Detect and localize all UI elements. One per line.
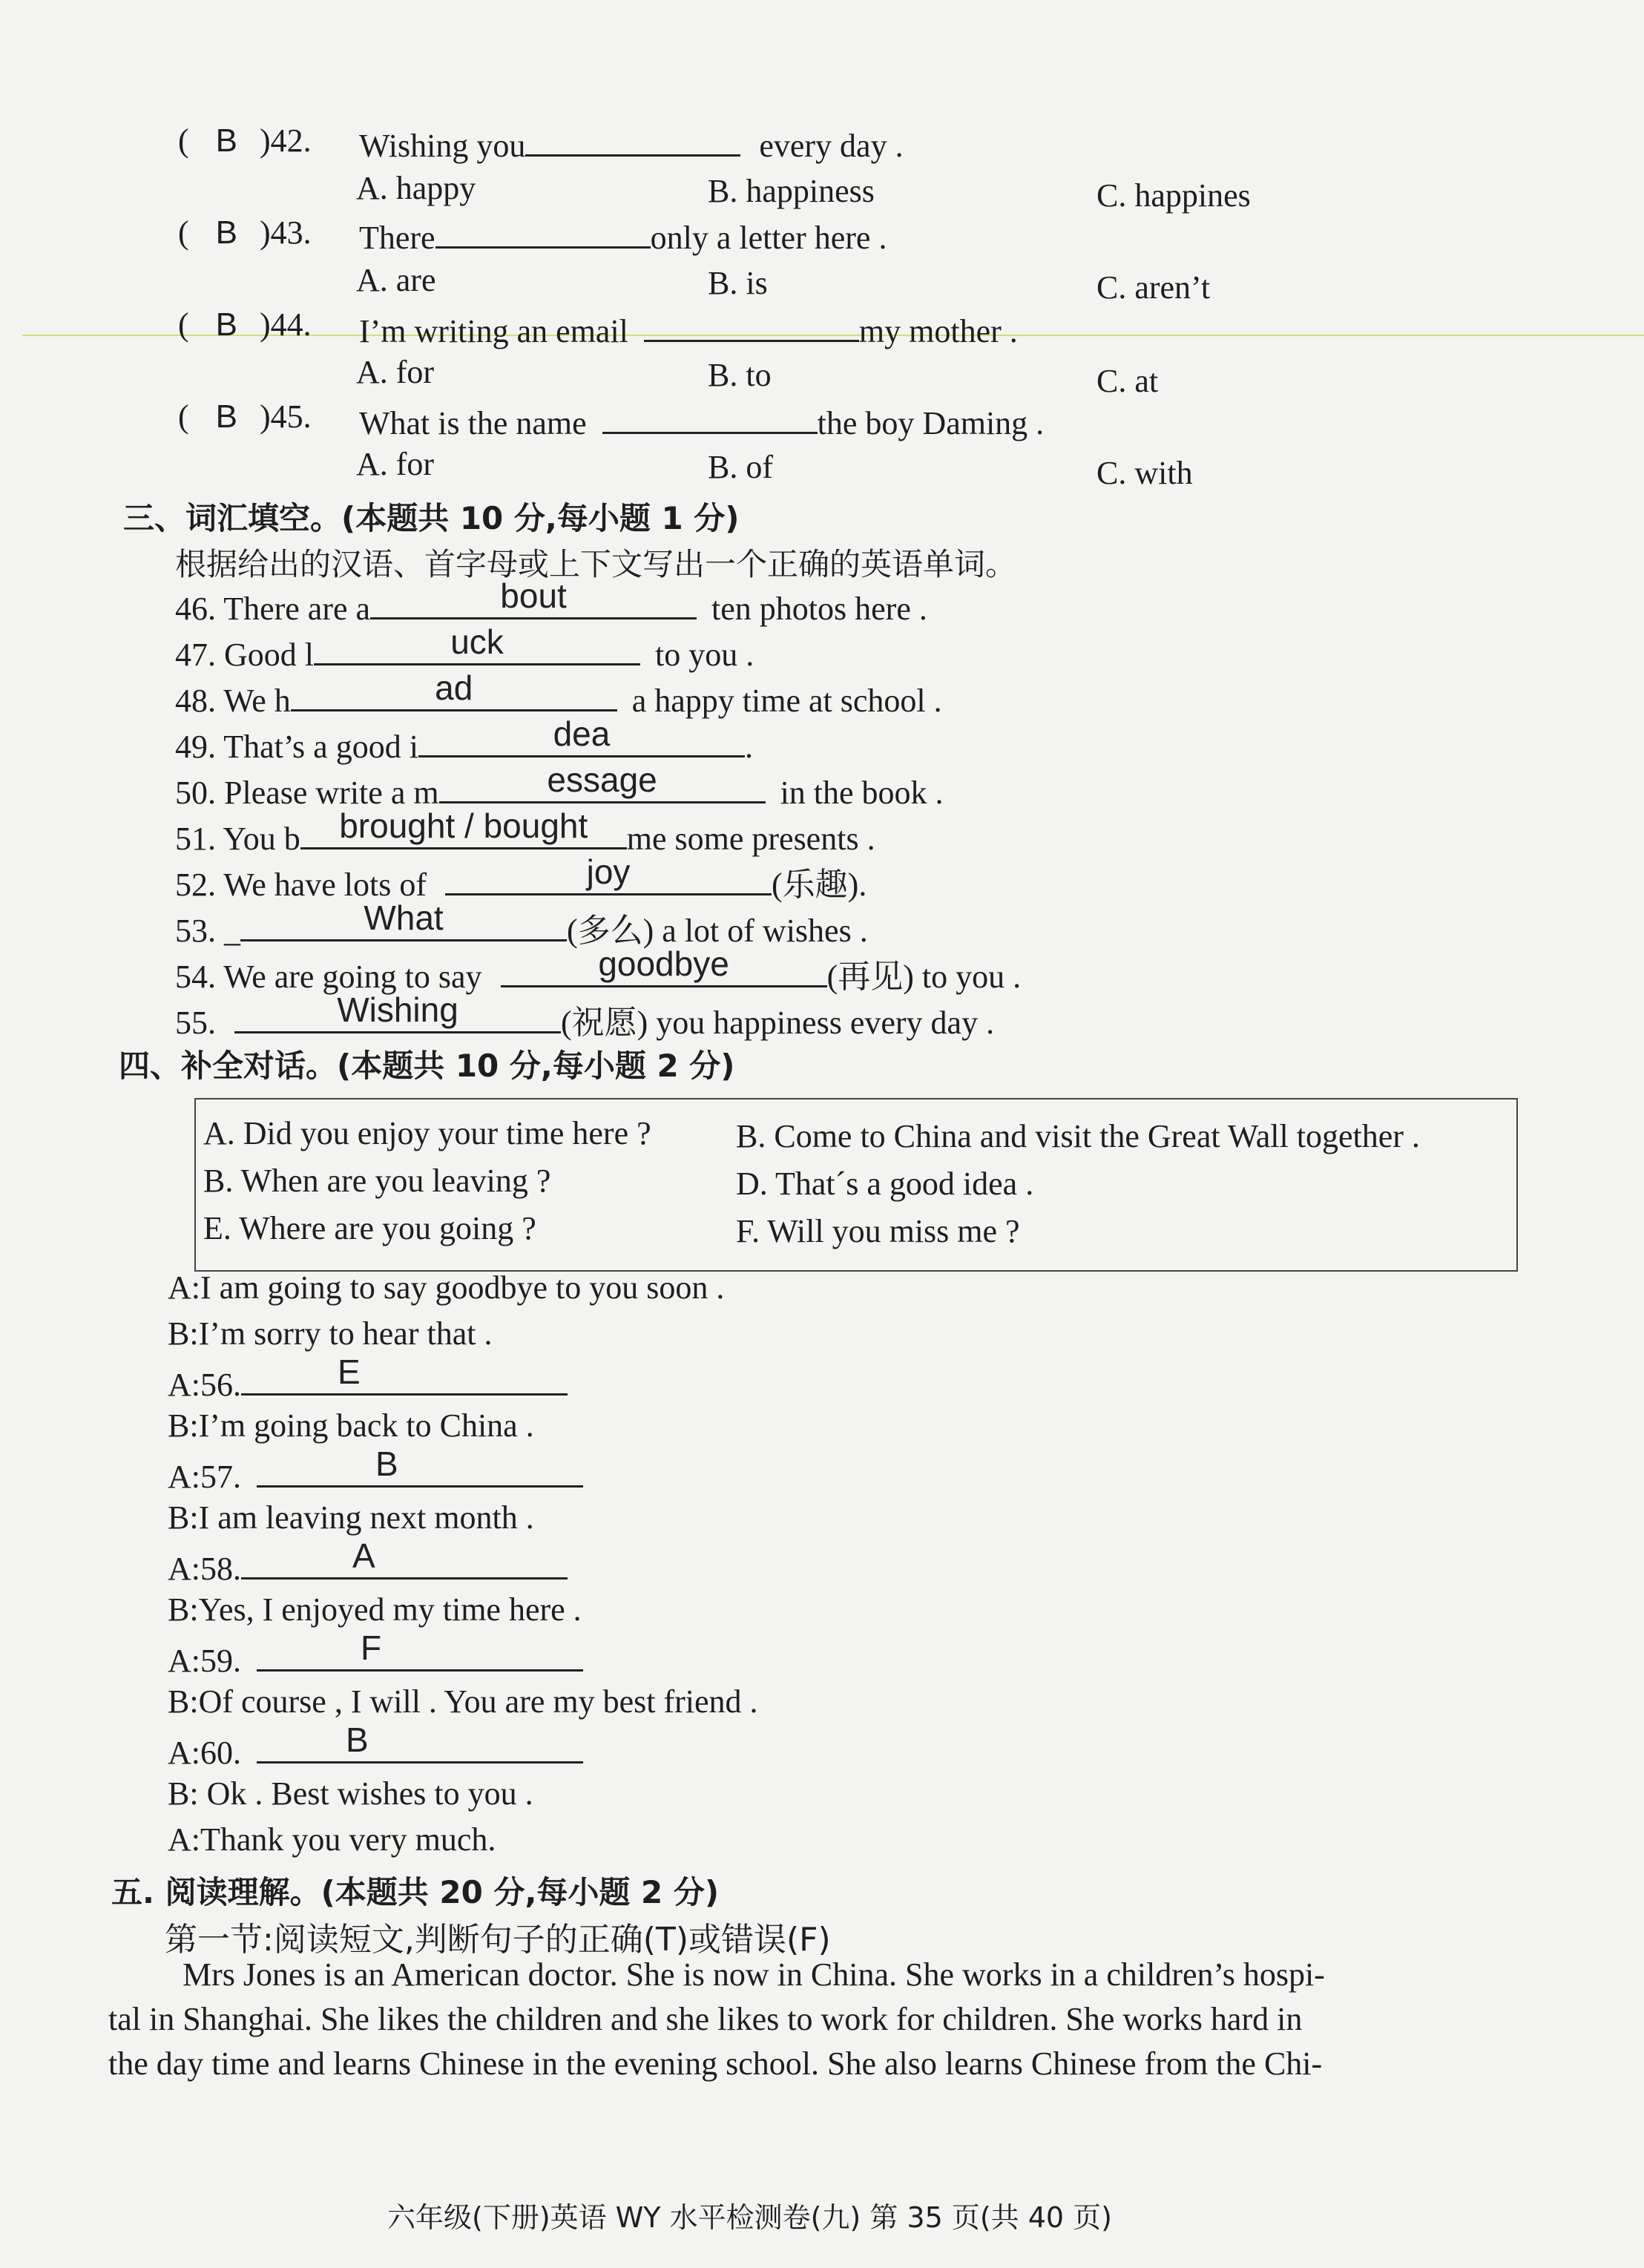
option-text: B. When are you leaving ?	[203, 1163, 551, 1199]
option-c: C. aren’t	[1096, 269, 1211, 306]
question-stem: There only a letter here .	[359, 217, 887, 254]
vocab-answer: essage	[547, 760, 657, 799]
vocab-answer: dea	[553, 714, 611, 753]
option-c: C. happines	[1096, 177, 1251, 214]
vocab-item-46: 46. There are a bout ten photos here .	[175, 576, 927, 627]
vocab-answer: uck	[450, 622, 504, 661]
section5-title: 五. 阅读理解。(本题共 20 分,每小题 2 分)	[111, 1874, 720, 1910]
option-c: C. at	[1096, 363, 1159, 399]
question-stem: Wishing you every day .	[359, 125, 904, 162]
option-text: A. Did you enjoy your time here ?	[203, 1115, 651, 1151]
option-b: B. is	[708, 265, 768, 301]
dialog-answer: E	[338, 1352, 361, 1391]
mc-answer: B	[215, 306, 238, 343]
vocab-item-52: 52. We have lots of joy (乐趣).	[175, 852, 867, 903]
vocab-answer: bout	[500, 576, 567, 615]
vocab-answer: ad	[435, 668, 473, 707]
dialog-line: A:Thank you very much.	[168, 1821, 496, 1858]
vocab-item-51: 51. You b brought / bought me some presents .	[175, 806, 875, 857]
section3-title: 三、词汇填空。(本题共 10 分,每小题 1 分)	[123, 500, 740, 536]
dialog-line: B:Of course , I will . You are my best friend .	[168, 1683, 758, 1720]
vocab-item-54: 54. We are going to say goodbye (再见) to you .	[175, 944, 1022, 995]
dialog-blank-56: A:56. E	[168, 1364, 568, 1401]
option-b: B. of	[708, 449, 773, 485]
dialog-answer: F	[361, 1628, 382, 1667]
section3-instruction: 根据给出的汉语、首字母或上下文写出一个正确的英语单词。	[175, 546, 1017, 582]
vocab-item-48: 48. We h ad a happy time at school .	[175, 668, 942, 719]
dialog-blank-59: A:59. F	[168, 1640, 583, 1677]
dialog-blank-57: A:57. B	[168, 1456, 583, 1493]
option-a: A. for	[356, 446, 435, 482]
reading-line-1: Mrs Jones is an American doctor. She is now in China. She works in a children’s hospi-	[183, 1956, 1325, 1993]
dialog-answer: A	[352, 1536, 375, 1575]
vocab-item-50: 50. Please write a m essage in the book .	[175, 760, 944, 811]
option-c: C. with	[1096, 455, 1193, 491]
section5-subtitle: 第一节:阅读短文,判断句子的正确(T)或错误(F)	[165, 1921, 831, 1959]
options-box	[194, 1098, 1518, 1272]
vocab-item-55: 55. Wishing (祝愿) you happiness every day .	[175, 990, 995, 1041]
dialog-blank-58: A:58. A	[168, 1548, 568, 1585]
question-stem: I’m writing an email my mother .	[359, 310, 1018, 348]
vocab-answer: What	[364, 898, 444, 937]
dialog-blank-60: A:60. B	[168, 1732, 583, 1769]
mc-answer: B	[215, 214, 238, 251]
option-text: B. Come to China and visit the Great Wall together .	[736, 1118, 1420, 1154]
dialog-answer: B	[375, 1444, 398, 1483]
reading-line-2: tal in Shanghai. She likes the children and she likes to work for children. She works hard in	[108, 2001, 1303, 2037]
dialog-line: A:I am going to say goodbye to you soon .	[168, 1269, 725, 1306]
option-text: D. That´s a good idea .	[736, 1166, 1034, 1202]
option-text: F. Will you miss me ?	[736, 1213, 1020, 1249]
answer-paren: ( B )43.	[178, 214, 312, 251]
option-a: A. for	[356, 354, 435, 390]
section4-title: 四、补全对话。(本题共 10 分,每小题 2 分)	[119, 1048, 735, 1084]
option-b: B. to	[708, 357, 772, 393]
dialog-line: B: Ok . Best wishes to you .	[168, 1775, 533, 1812]
vocab-item-49: 49. That’s a good i dea .	[175, 714, 753, 765]
vocab-answer: brought / bought	[339, 806, 588, 845]
reading-line-3: the day time and learns Chinese in the evening school. She also learns Chinese from the Chi-	[108, 2045, 1323, 2082]
mc-answer: B	[215, 398, 238, 435]
option-text: E. Where are you going ?	[203, 1210, 536, 1246]
option-b: B. happiness	[708, 173, 875, 209]
dialog-line: B:I am leaving next month .	[168, 1499, 534, 1536]
answer-paren: ( B )45.	[178, 398, 312, 435]
vocab-answer: goodbye	[598, 944, 729, 983]
vocab-item-53: 53. _ What (多么) a lot of wishes .	[175, 898, 868, 949]
question-stem: What is the name the boy Daming .	[359, 402, 1044, 440]
page-footer: 六年级(下册)英语 WY 水平检测卷(九) 第 35 页(共 40 页)	[387, 2201, 1112, 2234]
vocab-answer: Wishing	[337, 990, 458, 1029]
answer-paren: ( B )44.	[178, 306, 312, 343]
dialog-line: B:Yes, I enjoyed my time here .	[168, 1591, 582, 1628]
mc-answer: B	[215, 122, 238, 159]
dialog-line: B:I’m sorry to hear that .	[168, 1315, 493, 1352]
dialog-answer: B	[346, 1720, 369, 1759]
vocab-answer: joy	[586, 852, 631, 891]
dialog-line: B:I’m going back to China .	[168, 1407, 534, 1444]
vocab-item-47: 47. Good l uck to you .	[175, 622, 754, 673]
option-a: A. happy	[356, 170, 476, 206]
option-a: A. are	[356, 262, 436, 298]
answer-paren: ( B )42.	[178, 122, 312, 159]
